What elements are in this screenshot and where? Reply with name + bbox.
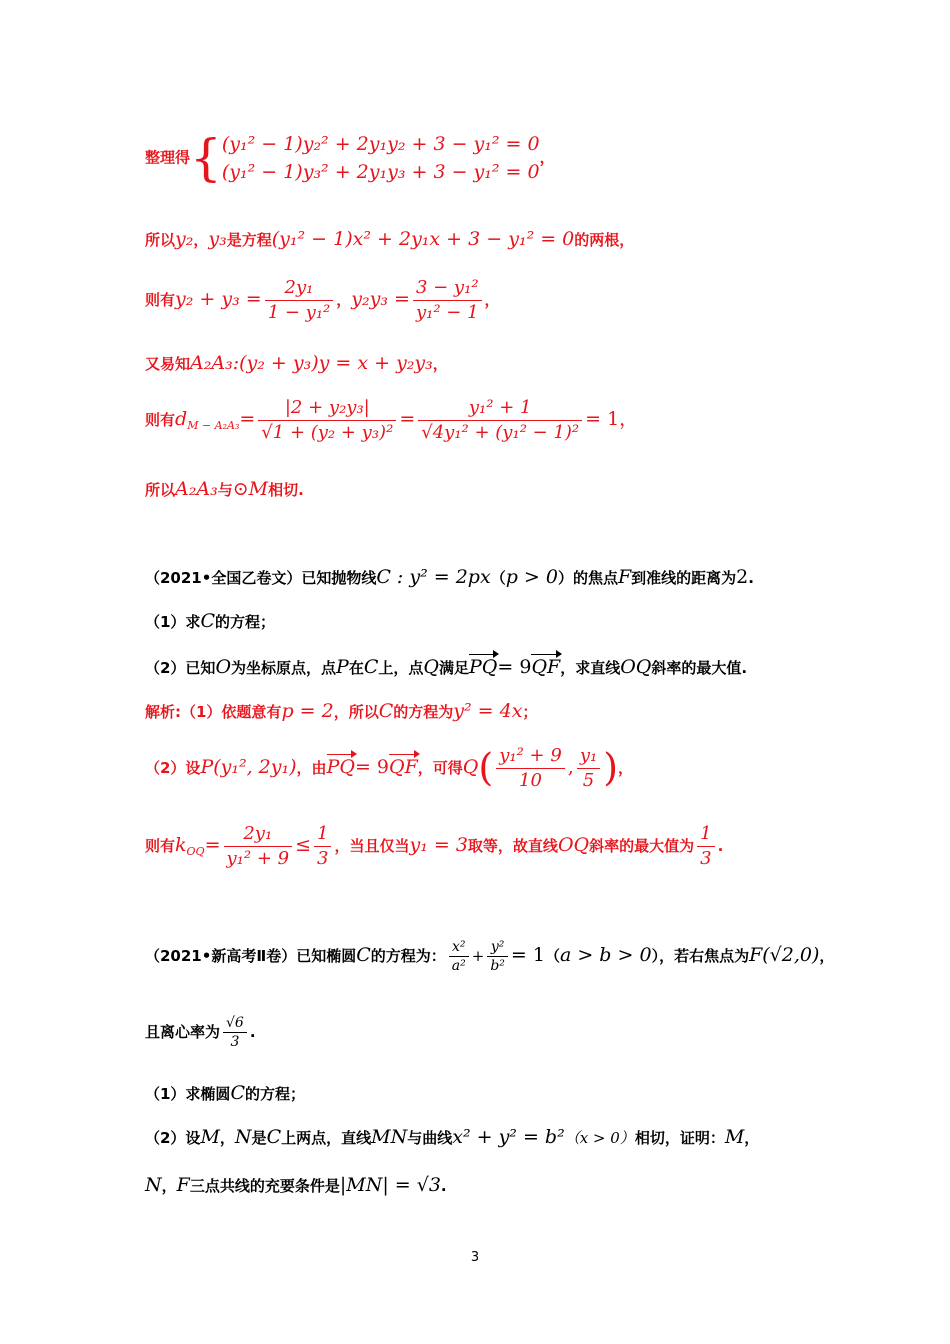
text: 斜率的最大值为 — [589, 837, 695, 855]
text: 所以 — [145, 231, 176, 249]
problem1-sol1 — [145, 700, 537, 723]
text: 是 — [251, 1129, 267, 1147]
punct: . — [249, 1023, 256, 1041]
math: F — [176, 1174, 190, 1196]
problem1-q2 — [145, 654, 747, 679]
vieta-line — [145, 276, 500, 325]
text: 斜率的最大值. — [651, 659, 748, 677]
math: C : y² = 2px — [376, 566, 491, 588]
fraction: $\frac{\text{y²}}{\text{b²}}$ — [487, 938, 508, 975]
punct: ， — [484, 291, 500, 309]
math: + — [471, 947, 485, 965]
vector-pq: PQ — [469, 656, 498, 678]
math: d — [175, 408, 188, 430]
text: 的方程； — [245, 1085, 306, 1103]
text: 则有 — [145, 837, 176, 855]
vector-qf: QF — [389, 756, 418, 778]
math: M — [200, 1126, 220, 1148]
text: ，可得 — [417, 759, 463, 777]
fraction: $\frac{\text{2y₁}}{\text{1 − y₁²}}$ — [265, 276, 334, 325]
text: （2）设 — [145, 1129, 201, 1147]
problem2-eccentricity — [145, 1014, 256, 1051]
text: （ — [490, 569, 506, 587]
math: A₂A₃ — [175, 478, 218, 500]
text: （1）求椭圆 — [145, 1085, 231, 1103]
fraction: $\frac{\text{|2 + y₂y₃|}}{\text{√1 + (y₂ + y₃)²}}$ — [258, 396, 396, 445]
distance-line — [145, 396, 638, 445]
problem1-q1 — [145, 610, 275, 633]
text: （2）已知 — [145, 659, 216, 677]
equals: = — [399, 408, 416, 430]
math: = 9 — [354, 756, 389, 778]
text: 则有 — [145, 411, 176, 429]
text: 三点共线的充要条件是 — [189, 1177, 340, 1195]
problem1-sol2 — [145, 744, 633, 793]
text: 在 — [348, 659, 364, 677]
math: y₂ + y₃ = — [175, 288, 262, 310]
math: = 1 — [510, 944, 545, 966]
math: P — [336, 656, 349, 678]
math: OQ — [557, 834, 590, 856]
text: （2021•全国乙卷文）已知抛物线 — [145, 569, 377, 587]
text: 与 — [217, 481, 233, 499]
punct: ， — [744, 1129, 760, 1147]
math: F — [617, 566, 632, 588]
math: C — [356, 944, 371, 966]
text: 相切. — [268, 481, 304, 499]
conclusion-line — [145, 478, 304, 501]
math: k — [175, 834, 187, 856]
text: 上两点，直线 — [281, 1129, 372, 1147]
math: C — [200, 610, 215, 632]
problem2-q3 — [145, 1174, 447, 1197]
text: （1）求 — [145, 613, 201, 631]
system-eq-2: (y₁² − 1)y₃² + 2y₁y₃ + 3 − y₁² = 0 — [221, 161, 540, 183]
fraction: $\frac{1}{3}$ — [314, 822, 331, 871]
fraction: $\frac{\text{3 − y₁²}}{\text{y₁² − 1}}$ — [413, 276, 482, 325]
text: 且离心率为 — [145, 1023, 221, 1041]
problem1-stem — [145, 566, 754, 589]
vector-qf: QF — [531, 656, 561, 678]
punct: ， — [539, 148, 555, 167]
fraction: $\frac{√6}{3}$ — [223, 1014, 247, 1051]
text: ，所以 — [333, 703, 379, 721]
math: （x > 0） — [564, 1129, 635, 1147]
math: C — [363, 656, 379, 678]
fraction: $\frac{\text{2y₁}}{\text{y₁² + 9}}$ — [224, 822, 293, 871]
roots-line — [145, 228, 634, 251]
arrange-label: 整理得 — [145, 148, 191, 167]
fraction: $\frac{1}{3}$ — [697, 822, 714, 871]
text: 取等，故直线 — [467, 837, 558, 855]
math: y₃ — [208, 228, 227, 250]
math: M — [724, 1126, 745, 1148]
punct: ， — [432, 355, 448, 373]
text: 与曲线 — [407, 1129, 453, 1147]
fraction: $\frac{\text{x²}}{\text{a²}}$ — [449, 938, 469, 975]
punct: . — [748, 569, 754, 587]
text: 的方程为： — [370, 947, 446, 965]
equation-system — [222, 130, 540, 186]
punct: ， — [819, 947, 835, 965]
math: Q — [423, 656, 439, 678]
text: ，由 — [296, 759, 327, 777]
text: ）的焦点 — [557, 569, 618, 587]
math: N — [145, 1174, 162, 1196]
text: 满足 — [438, 659, 469, 677]
math: = 1， — [585, 408, 639, 430]
math: 2 — [736, 566, 749, 588]
arrange-system-line — [145, 130, 555, 186]
punct: ， — [161, 1177, 177, 1195]
math: = 9 — [497, 656, 532, 678]
paren-close: ) — [603, 745, 619, 790]
problem2-q1 — [145, 1082, 305, 1105]
left-brace: { — [190, 129, 222, 187]
math: Q — [462, 756, 479, 778]
text: 是方程 — [226, 231, 272, 249]
math: P(y₁², 2y₁) — [200, 756, 297, 778]
math: ⊙M — [232, 478, 269, 500]
punct: ； — [522, 703, 538, 721]
math: |MN| = √3 — [339, 1174, 441, 1196]
text: （ — [544, 947, 560, 965]
text: （2021•新高考Ⅱ卷）已知椭圆 — [145, 947, 357, 965]
punct: . — [440, 1177, 447, 1195]
system-eq-1: (y₁² − 1)y₂² + 2y₁y₂ + 3 − y₁² = 0 — [221, 133, 540, 155]
punct: ， — [193, 231, 209, 249]
line-eq-line — [145, 352, 448, 375]
math: C — [266, 1126, 282, 1148]
paren-open: ( — [478, 745, 494, 790]
problem1-sol3 — [145, 822, 723, 871]
punct: ， — [618, 759, 634, 777]
math: a > b > 0 — [559, 944, 652, 966]
text: （2）设 — [145, 759, 201, 777]
math: (y₁² − 1)x² + 2y₁x + 3 − y₁² = 0 — [271, 228, 575, 250]
text: 的两根， — [574, 231, 635, 249]
fraction: $\frac{\text{y₁}}{5}$ — [577, 744, 600, 793]
math-sub: M − A₂A₃ — [187, 419, 240, 432]
math: y₂y₃ = — [351, 288, 410, 310]
math: y₂ — [175, 228, 194, 250]
vector-pq: PQ — [326, 756, 355, 778]
math: C — [230, 1082, 245, 1104]
text: 上，点 — [378, 659, 424, 677]
text: 的方程； — [214, 613, 275, 631]
math: A₂A₃:(y₂ + y₃)y = x + y₂y₃ — [190, 352, 433, 374]
text: 到准线的距离为 — [631, 569, 737, 587]
problem2-stem — [145, 938, 834, 975]
math: F(√2,0) — [749, 944, 820, 966]
problem2-q2 — [145, 1126, 759, 1149]
equals: = — [239, 408, 256, 430]
text: 又易知 — [145, 355, 191, 373]
text: 为坐标原点，点 — [231, 659, 337, 677]
fraction: $\frac{\text{y₁² + 1}}{\text{√4y₁² + (y₁² − 1)²}}$ — [418, 396, 582, 445]
punct: ， — [336, 291, 352, 309]
math-sub: OQ — [186, 845, 205, 858]
punct: ， — [219, 1129, 235, 1147]
math: = — [204, 834, 221, 856]
text: 则有 — [145, 291, 176, 309]
text: 所以 — [145, 481, 176, 499]
punct: , — [567, 756, 574, 778]
text: ，当且仅当 — [334, 837, 410, 855]
punct: . — [717, 837, 724, 855]
math: x² + y² = b² — [452, 1126, 565, 1148]
math: O — [215, 656, 232, 678]
math: p = 2 — [281, 700, 334, 722]
text: ），若右焦点为 — [651, 947, 750, 965]
math: p > 0 — [505, 566, 558, 588]
math: y² = 4x — [453, 700, 523, 722]
math: C — [378, 700, 394, 722]
text: 相切，证明： — [634, 1129, 725, 1147]
page-number: 3 — [470, 1250, 480, 1265]
math: OQ — [620, 656, 652, 678]
math: N — [234, 1126, 252, 1148]
math: y₁ = 3 — [409, 834, 468, 856]
math: ≤ — [295, 834, 311, 856]
fraction: $\frac{\text{y₁² + 9}}{10}$ — [496, 744, 565, 793]
text: ，求直线 — [560, 659, 621, 677]
text: 的方程为 — [393, 703, 454, 721]
math: MN — [371, 1126, 408, 1148]
text: 解析:（1）依题意有 — [145, 703, 282, 721]
